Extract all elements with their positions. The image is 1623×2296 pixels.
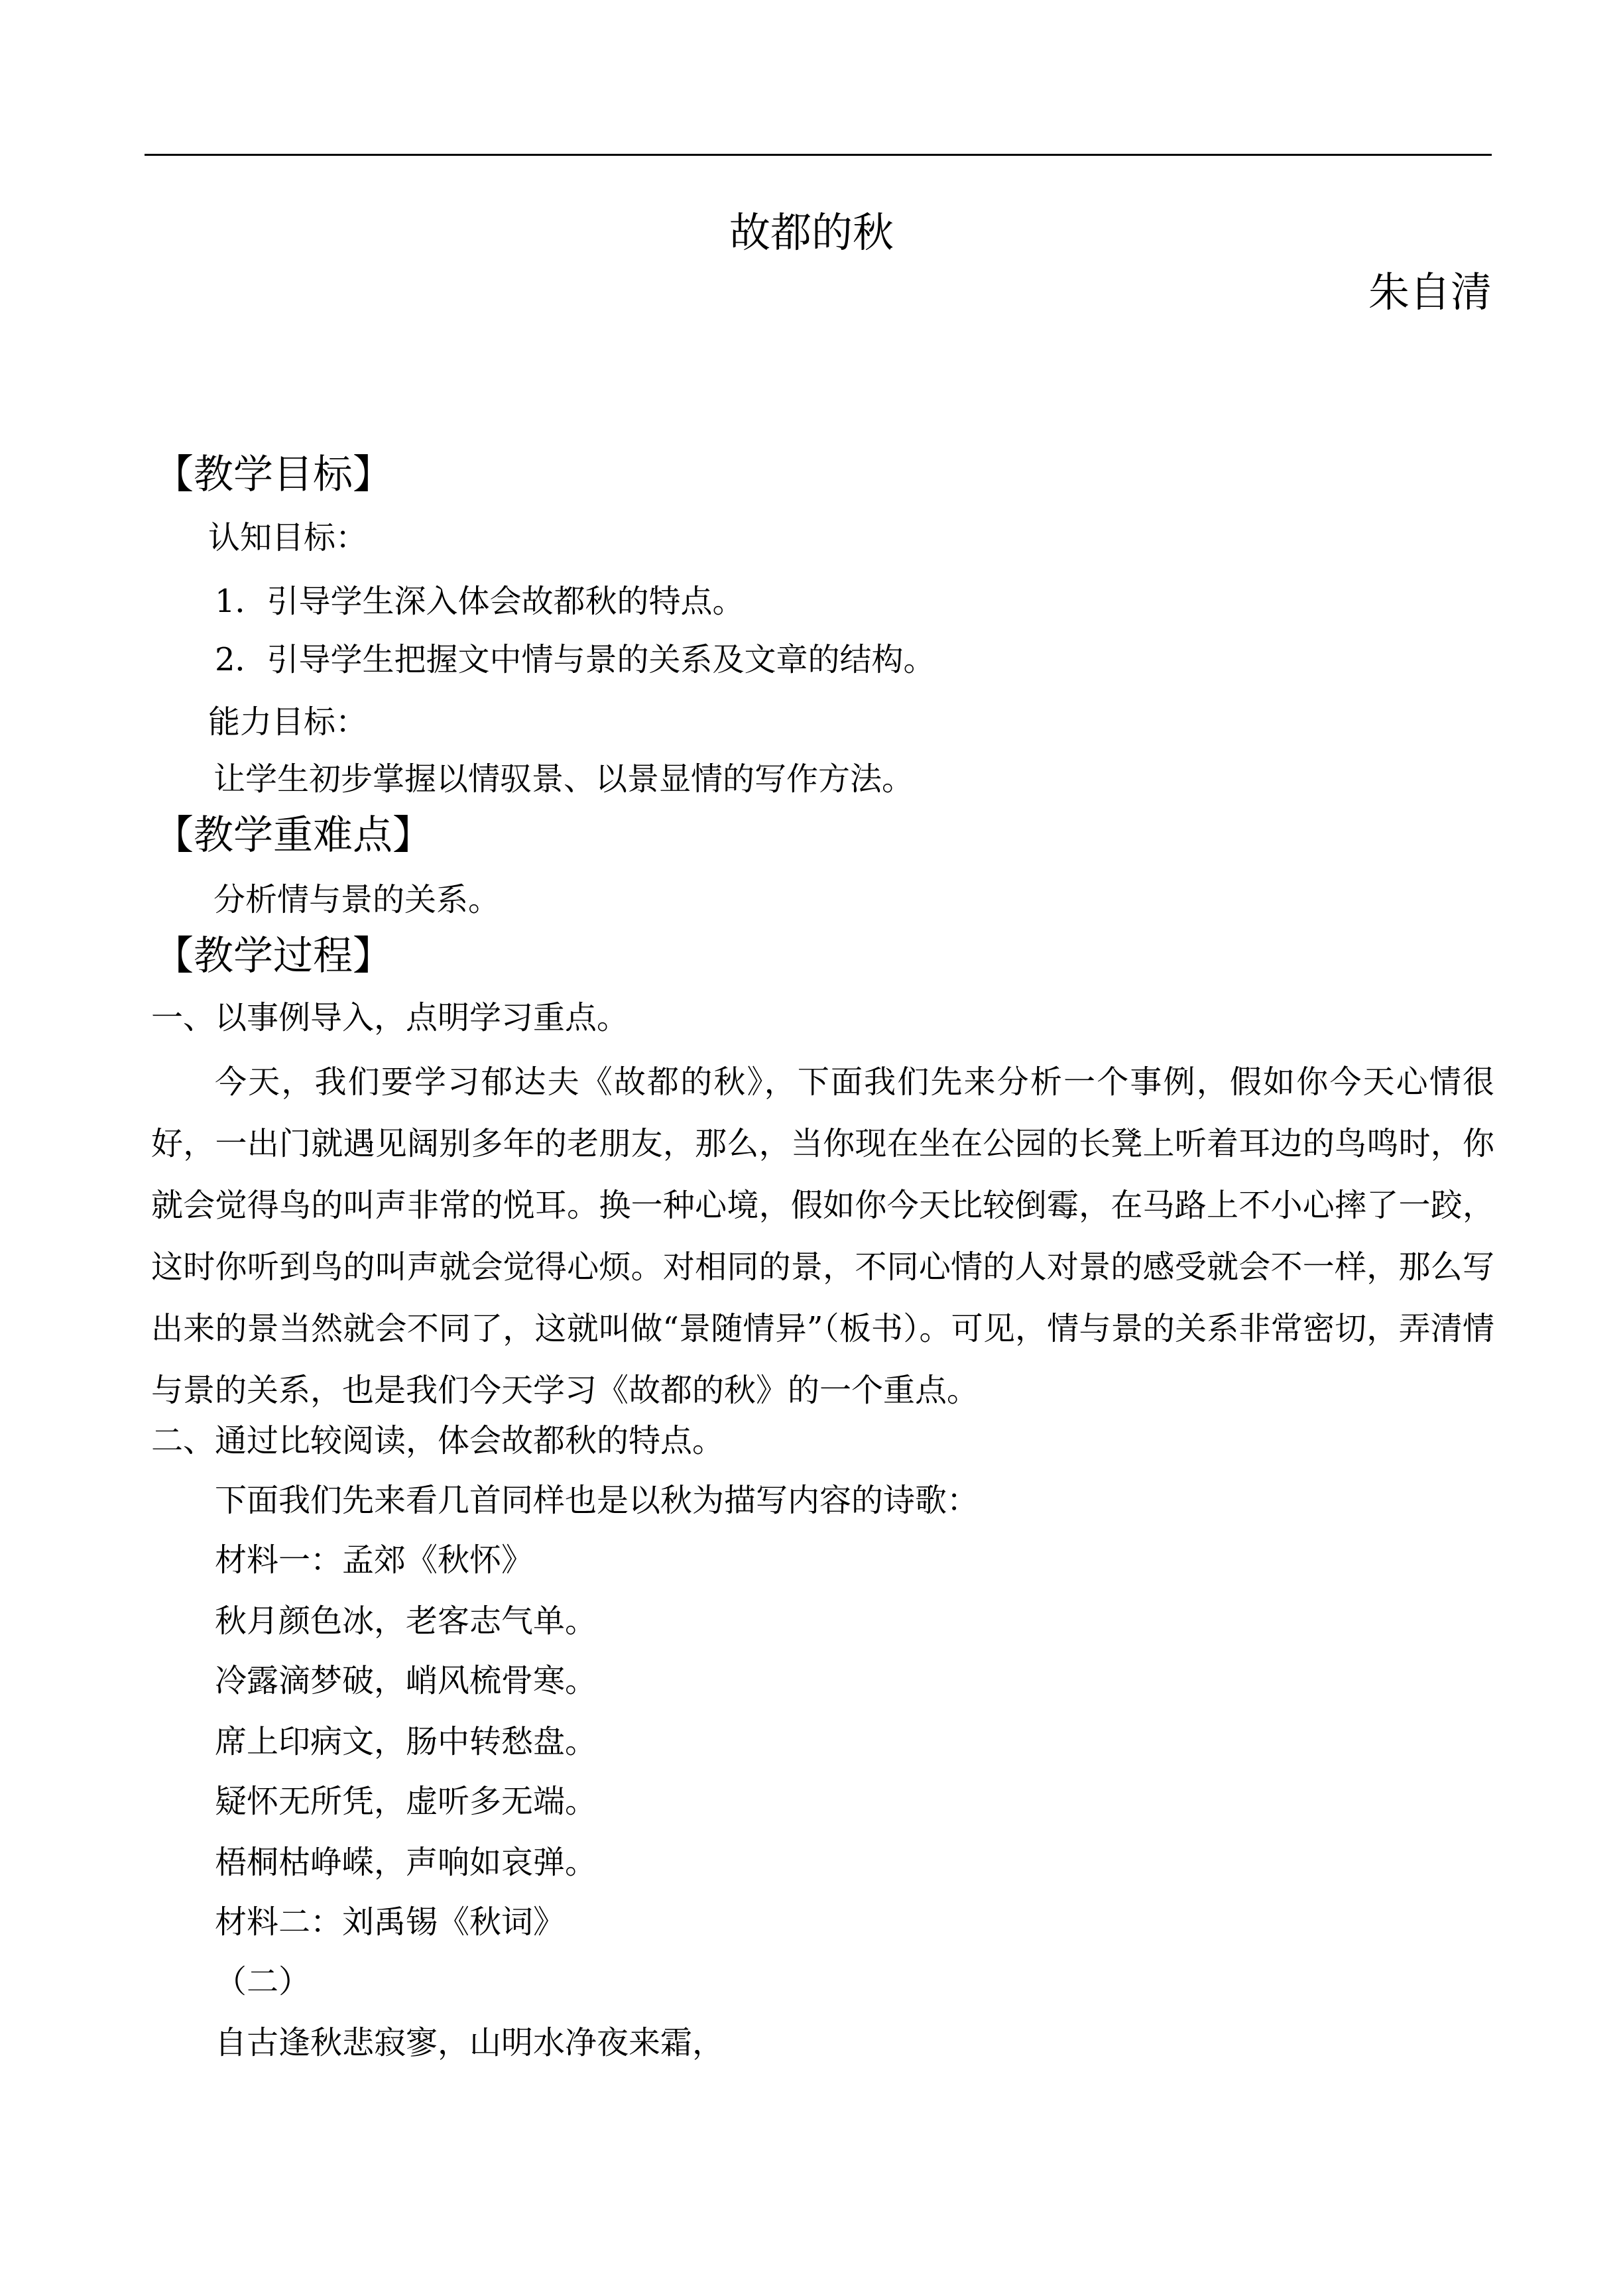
section-heading-objectives: 【教学目标】 — [154, 452, 392, 498]
ability-objective-item: 让学生初步掌握以情驭景、以景显情的写作方法。 — [213, 760, 914, 798]
material2-label: 材料二：刘禹锡《秋词》 — [215, 1903, 566, 1941]
poem-line: 疑怀无所凭，虚听多无端。 — [215, 1783, 597, 1820]
step1-title: 一、以事例导入，点明学习重点。 — [151, 999, 629, 1036]
document-title: 故都的秋 — [729, 208, 894, 257]
section-heading-process: 【教学过程】 — [154, 933, 392, 979]
poem-line: 冷露滴梦破，峭风梳骨寒。 — [215, 1662, 597, 1699]
key-points-text: 分析情与景的关系。 — [213, 881, 501, 918]
cognitive-objective-item: 1．引导学生深入体会故都秋的特点。 — [215, 583, 745, 620]
ability-objectives-label: 能力目标： — [208, 703, 368, 741]
poem-line: 自古逢秋悲寂寥，山明水净夜来霜， — [215, 2024, 725, 2061]
header-rule — [145, 154, 1492, 156]
poem-line: 席上印病文，肠中转愁盘。 — [215, 1723, 597, 1760]
step1-paragraph: 今天，我们要学习郁达夫《故都的秋》，下面我们先来分析一个事例，假如你今天心情很好，一出门就遇见阔别多年的老朋友，那么，当你现在坐在公园的长凳上听着耳边的鸟鸣时，你就会觉得鸟的叫声非常的悦耳。换一种心境，假如你今天比较倒霉，在马路上不小心摔了一跤，这时你听到鸟的叫声就会觉得心烦。对相同的景，不同心情的人对景的感受就会不一样，那么写出来的景当然就会不同了，这就叫做“景随情异”（板书）。可见，情与景的关系非常密切，弄清情与景的关系，也是我们今天学习《故都的秋》的一个重点。 — [151, 1063, 1494, 1409]
step2-title: 二、通过比较阅读，体会故都秋的特点。 — [151, 1422, 725, 1459]
poem-line: 梧桐枯峥嵘，声响如哀弹。 — [215, 1844, 597, 1881]
step2-intro: 下面我们先来看几首同样也是以秋为描写内容的诗歌： — [215, 1482, 979, 1519]
cognitive-objective-item: 2．引导学生把握文中情与景的关系及文章的结构。 — [215, 641, 935, 678]
section-heading-key-points: 【教学重难点】 — [154, 812, 432, 859]
poem-line: 秋月颜色冰，老客志气单。 — [215, 1602, 597, 1640]
cognitive-objectives-label: 认知目标： — [208, 519, 368, 556]
material1-label: 材料一：孟郊《秋怀》 — [215, 1541, 534, 1579]
material2-part: （二） — [215, 1963, 311, 2000]
document-author: 朱自清 — [1368, 268, 1492, 316]
